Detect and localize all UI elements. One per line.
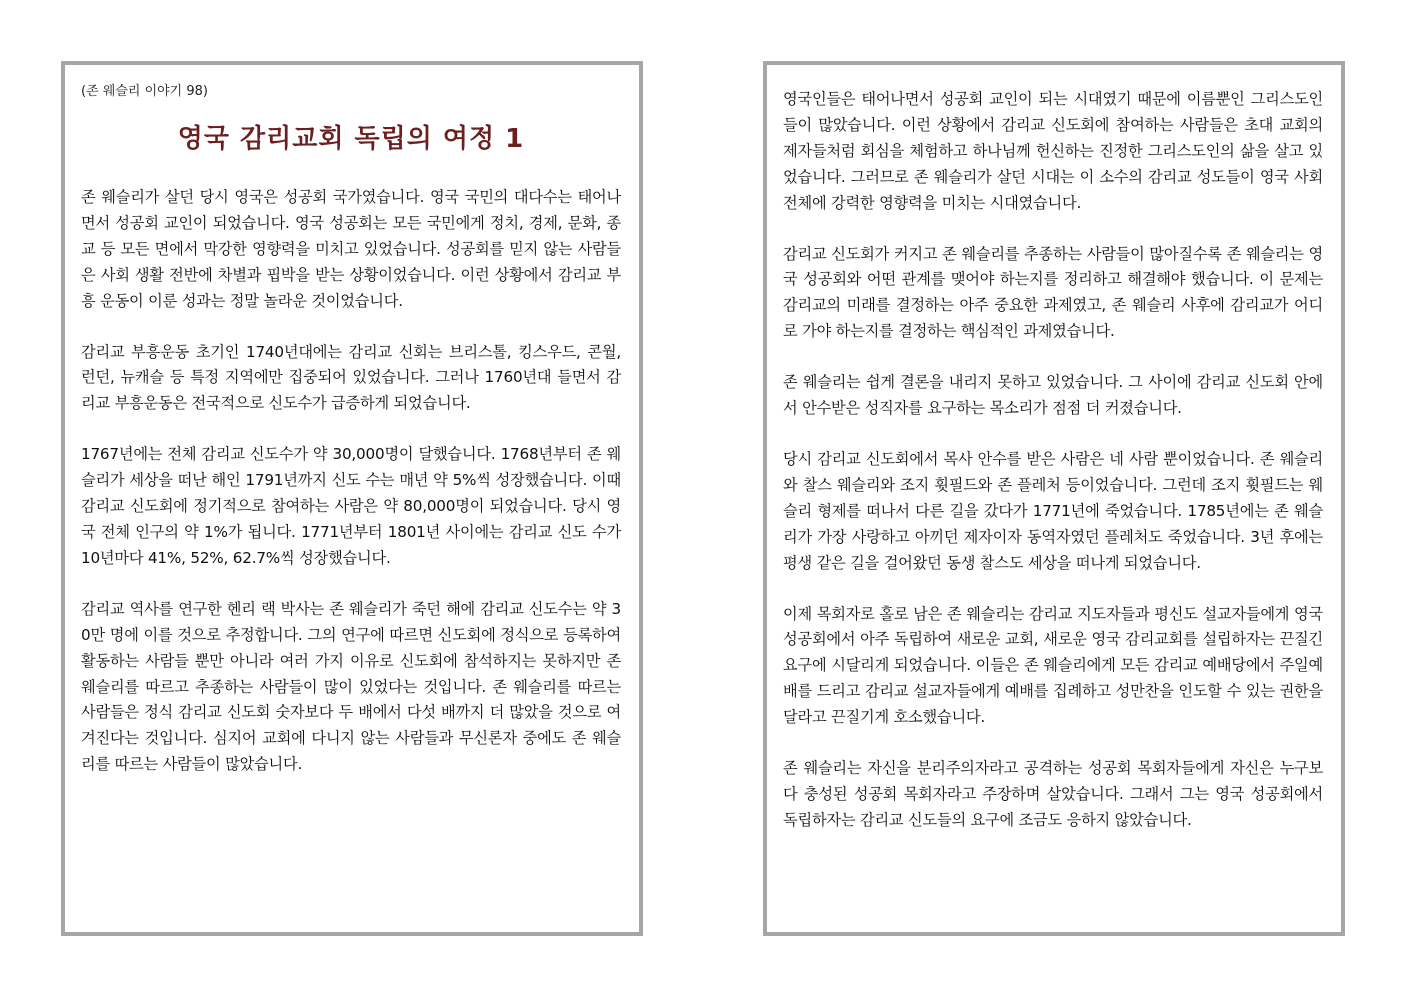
paragraph: 1767년에는 전체 감리교 신도수가 약 30,000명이 달했습니다. 1768년부터 존 웨슬리가 세상을 떠난 해인 1791년까지 신도 수는 매년 약 5%씩 성장했습니다. 이때 감리교 신도회에 정기적으로 참여하는 사람은 약 80,000명이 되었습니다. 당시 영국 전체 인구의 약 1%가 됩니다. 1771년부터 1801년 사이에는 감리교 신도 수가 10년마다 41%, 52%, 62.7%씩 성장했습니다. <box>81 445 621 567</box>
paragraph: 감리교 신도회가 커지고 존 웨슬리를 추종하는 사람들이 많아질수록 존 웨슬리는 영국 성공회와 어떤 관계를 맺어야 하는지를 정리하고 해결해야 했습니다. 이 문제는 감리교의 미래를 결정하는 아주 중요한 과제였고, 존 웨슬리 사후에 감리교가 어디로 가야 하는지를 결정하는 핵심적인 과제였습니다. <box>783 244 1323 341</box>
page-title: 영국 감리교회 독립의 여정 1 <box>177 124 525 154</box>
series-label: (존 웨슬리 이야기 98) <box>81 84 208 99</box>
paragraph: 감리교 부흥운동 초기인 1740년대에는 감리교 신회는 브리스톨, 킹스우드, 콘월, 런던, 뉴캐슬 등 특정 지역에만 집중되어 있었습니다. 그러나 1760년대 들면서 감리교 부흥운동은 전국적으로 신도수가 급증하게 되었습니다. <box>81 342 621 413</box>
paragraph: 당시 감리교 신도회에서 목사 안수를 받은 사람은 네 사람 뿐이었습니다. 존 웨슬리와 찰스 웨슬리와 조지 휫필드와 존 플레처 등이었습니다. 그런데 조지 휫필드는 웨슬리 형제를 떠나서 다른 길을 갔다가 1771년에 죽었습니다. 1785년에는 존 웨슬리가 가장 사랑하고 아끼던 제자이자 동역자였던 플레처도 죽었습니다. 3년 후에는 평생 같은 길을 걸어왔던 동생 찰스도 세상을 떠나게 되었습니다. <box>783 449 1323 572</box>
paragraph: 영국인들은 태어나면서 성공회 교인이 되는 시대였기 때문에 이름뿐인 그리스도인들이 많았습니다. 이런 상황에서 감리교 신도회에 참여하는 사람들은 초대 교회의 제자들처럼 회심을 체험하고 하나님께 헌신하는 진정한 그리스도인의 삶을 살고 있었습니다. 그러므로 존 웨슬리가 살던 시대는 이 소수의 감리교 성도들이 영국 사회 전체에 강력한 영향력을 미치는 시대였습니다. <box>783 90 1323 212</box>
paragraph: 존 웨슬리가 살던 당시 영국은 성공회 국가였습니다. 영국 국민의 대다수는 태어나면서 성공회 교인이 되었습니다. 영국 성공회는 모든 국민에게 정치, 경제, 문화, 종교 등 모든 면에서 막강한 영향력을 미치고 있었습니다. 성공회를 믿지 않는 사람들은 사회 생활 전반에 차별과 핍박을 받는 상황이었습니다. 이런 상황에서 감리교 부흥 운동이 이룬 성과는 정말 놀라운 것이었습니다. <box>81 188 621 310</box>
paragraph: 이제 목회자로 홀로 남은 존 웨슬리는 감리교 지도자들과 평신도 설교자들에게 영국 성공회에서 아주 독립하여 새로운 교회, 새로운 영국 감리교회를 설립하자는 끈질긴 요구에 시달리게 되었습니다. 이들은 존 웨슬리에게 모든 감리교 예배당에서 주일예배를 드리고 감리교 설교자들에게 예배를 집례하고 성만찬을 인도할 수 있는 권한을 달라고 끈질기게 호소했습니다. <box>783 604 1323 727</box>
left-page <box>61 61 643 936</box>
paragraph: 존 웨슬리는 쉽게 결론을 내리지 못하고 있었습니다. 그 사이에 감리교 신도회 안에서 안수받은 성직자를 요구하는 목소리가 점점 더 커졌습니다. <box>783 373 1323 418</box>
paragraph: 감리교 역사를 연구한 헨리 랙 박사는 존 웨슬리가 죽던 해에 감리교 신도수는 약 30만 명에 이를 것으로 추정합니다. 그의 연구에 따르면 신도회에 정식으로 등록하여 활동하는 사람들 뿐만 아니라 여러 가지 이유로 신도회에 참석하지는 못하지만 존 웨슬리를 따르고 추종하는 사람들이 많이 있었다는 것입니다. 존 웨슬리를 따르는 사람들은 정식 감리교 신도회 숫자보다 두 배에서 다섯 배까지 더 많았을 것으로 여겨진다는 것입니다. 심지어 교회에 다니지 않는 사람들과 무신론자 중에도 존 웨슬리를 따르는 사람들이 많았습니다. <box>81 599 621 774</box>
right-page <box>763 61 1345 936</box>
paragraph: 존 웨슬리는 자신을 분리주의자라고 공격하는 성공회 목회자들에게 자신은 누구보다 충성된 성공회 목회자라고 주장하며 살았습니다. 그래서 그는 영국 성공회에서 독립하자는 감리교 신도들의 요구에 조금도 응하지 않았습니다. <box>783 759 1323 829</box>
